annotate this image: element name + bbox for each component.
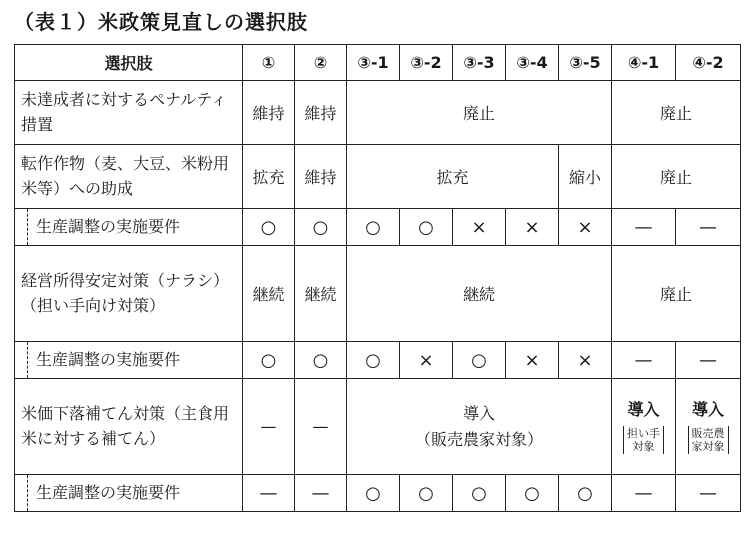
header-col: ③-3 xyxy=(453,45,506,81)
cell: × xyxy=(559,342,612,379)
cell: 維持 xyxy=(295,145,347,209)
cell: — xyxy=(612,209,676,246)
cell xyxy=(676,379,741,475)
row-label: 未達成者に対するペナルティ措置 xyxy=(15,81,243,145)
cell: — xyxy=(612,342,676,379)
cell: ○ xyxy=(295,342,347,379)
row-label: 経営所得安定対策（ナラシ）（担い手向け対策） xyxy=(15,246,243,342)
cell xyxy=(347,379,612,475)
header-col: ④-2 xyxy=(676,45,741,81)
cell: ○ xyxy=(506,475,559,512)
cell: × xyxy=(453,209,506,246)
cell: 継続 xyxy=(347,246,612,342)
cell-main: 導入 xyxy=(691,400,724,420)
cell: 拡充 xyxy=(347,145,559,209)
cell: ○ xyxy=(347,342,400,379)
cell: ○ xyxy=(243,209,295,246)
cell: ○ xyxy=(347,475,400,512)
header-col: ① xyxy=(243,45,295,81)
table-row-requirement xyxy=(15,475,741,512)
cell: ○ xyxy=(295,209,347,246)
header-label: 選択肢 xyxy=(15,45,243,81)
table-title: （表１）米政策見直しの選択肢 xyxy=(14,10,308,34)
cell: 拡充 xyxy=(243,145,295,209)
table-row xyxy=(15,246,741,342)
cell xyxy=(612,379,676,475)
cell: — xyxy=(243,475,295,512)
table-row xyxy=(15,145,741,209)
header-row xyxy=(15,45,741,81)
cell: 廃止 xyxy=(612,246,741,342)
cell: 継続 xyxy=(295,246,347,342)
header-col: ③-1 xyxy=(347,45,400,81)
header-col: ④-1 xyxy=(612,45,676,81)
cell: — xyxy=(612,475,676,512)
cell: 縮小 xyxy=(559,145,612,209)
cell: ○ xyxy=(347,209,400,246)
cell-sub: （販売農家対象） xyxy=(414,429,543,449)
cell: 廃止 xyxy=(347,81,612,145)
cell: ○ xyxy=(559,475,612,512)
policy-options-table xyxy=(14,44,741,512)
cell: × xyxy=(506,209,559,246)
requirement-label: 生産調整の実施要件 xyxy=(15,475,243,512)
requirement-label: 生産調整の実施要件 xyxy=(15,342,243,379)
cell-sub: 担い手 対象 xyxy=(623,426,664,454)
row-label: 転作作物（麦、大豆、米粉用米等）への助成 xyxy=(15,145,243,209)
cell: — xyxy=(676,475,741,512)
cell: × xyxy=(506,342,559,379)
cell: — xyxy=(295,379,347,475)
cell: ○ xyxy=(400,209,453,246)
table-row xyxy=(15,379,741,475)
header-col: ③-5 xyxy=(559,45,612,81)
cell: — xyxy=(676,209,741,246)
cell: 維持 xyxy=(243,81,295,145)
cell: 維持 xyxy=(295,81,347,145)
table-row-requirement xyxy=(15,209,741,246)
cell: ○ xyxy=(453,475,506,512)
cell: 廃止 xyxy=(612,81,741,145)
table-row xyxy=(15,81,741,145)
cell: × xyxy=(559,209,612,246)
cell: × xyxy=(400,342,453,379)
cell: ○ xyxy=(400,475,453,512)
cell-sub: 販売農 家対象 xyxy=(688,426,729,454)
cell-main: 導入 xyxy=(462,403,495,423)
header-col: ③-4 xyxy=(506,45,559,81)
table-row-requirement xyxy=(15,342,741,379)
cell: — xyxy=(676,342,741,379)
cell: ○ xyxy=(453,342,506,379)
header-col: ③-2 xyxy=(400,45,453,81)
header-col: ② xyxy=(295,45,347,81)
cell: — xyxy=(243,379,295,475)
row-label: 米価下落補てん対策（主食用米に対する補てん） xyxy=(15,379,243,475)
requirement-label: 生産調整の実施要件 xyxy=(15,209,243,246)
cell-main: 導入 xyxy=(627,400,660,420)
cell: 廃止 xyxy=(612,145,741,209)
cell: ○ xyxy=(243,342,295,379)
cell: — xyxy=(295,475,347,512)
cell: 継続 xyxy=(243,246,295,342)
